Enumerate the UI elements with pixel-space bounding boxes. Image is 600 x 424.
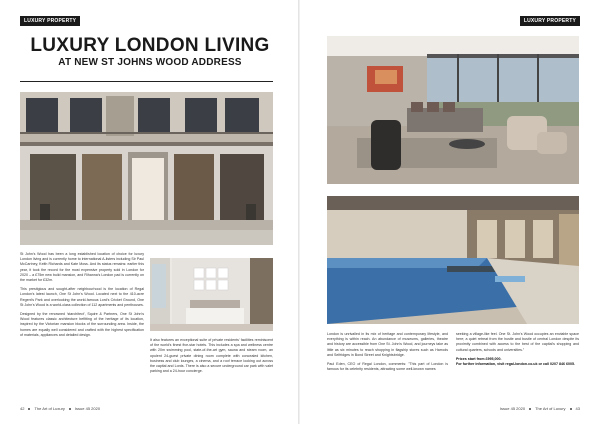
- issue-label: Issue 45 2020: [74, 406, 101, 411]
- page-footer: [20, 406, 100, 411]
- bullet-icon: [28, 408, 30, 410]
- article-paragraph: It also features an exceptional suite of private residents' facilities reminiscent of the world's finest five-star hotels. This includes a spa and wellness centre with 20m swimming pool, state-of-the-art gym, sauna and steam room, an opulent 24-guest private dining room complete with concealed kitchen, business and club lounges, a cinema, and a roof terrace looking out across the capital and Lords. There is also a secure underground car park with valet parking and a 24-hour concierge.: [150, 338, 273, 374]
- article-paragraph: seeking a village-like feel. One St. John's Wood occupies an enviable space here; a quiet retreat from the hustle and bustle of central London despite its proximity combined with access to the best of the capital's shopping and cultural quarters, schools and universities.": [456, 332, 579, 352]
- headline-divider: [20, 81, 273, 82]
- page-number: 42: [20, 406, 25, 411]
- magazine-name: The Art of Luxury: [34, 406, 65, 411]
- article-body-col1: [20, 252, 144, 342]
- magazine-name: The Art of Luxury: [535, 406, 566, 411]
- page-subtitle: AT NEW ST JOHNS WOOD ADDRESS: [58, 57, 242, 68]
- price-info: Prices start from £995,000.: [456, 356, 502, 361]
- article-body-col4: [456, 332, 579, 367]
- headline-block: [20, 36, 280, 69]
- section-tag: LUXURY PROPERTY: [520, 16, 580, 26]
- article-body-col3: [327, 332, 448, 376]
- contact-info: For further information, visit regal-london.co.uk or call 0207 846 6005.: [456, 362, 576, 367]
- section-tag: LUXURY PROPERTY: [20, 16, 80, 26]
- swimming-pool-photo: [327, 196, 579, 324]
- page-number: 43: [575, 406, 580, 411]
- issue-label: Issue 45 2020: [499, 406, 526, 411]
- article-paragraph: St John's Wood has been a long established location of choice for luxury London living and is currently home to international A-listers including Sir Paul McCartney, Keith Richards and Kate Moss. And its status remains: earlier this year, it took the record for the most expensive property sold in London for 2020 – a £75m new build mansion, and Rihanna's London pad is currently on the market for £32m.: [20, 252, 144, 283]
- page-title: LUXURY LONDON LIVING: [30, 35, 270, 56]
- bullet-icon: [69, 408, 71, 410]
- article-body-col2: [150, 338, 273, 378]
- living-room-photo: [327, 36, 579, 184]
- bullet-icon: [529, 408, 531, 410]
- building-exterior-photo: [20, 92, 273, 245]
- article-paragraph: Paul Eden, CEO of Regal London, comments: "This part of London is famous for its celebrity residents, attracting some well-known names: [327, 362, 448, 372]
- right-page: [300, 0, 600, 424]
- article-paragraph: Designed by the renowned 'starchitect', Squire & Partners, One St John's Wood features classic architecture befitting of the heritage of its location, inspired by the Victorian mansion blocks of the surrounding area. Inside, the homes are equally well considered and crafted with the highest specification of materials, appliances and detailed design.: [20, 312, 144, 337]
- article-paragraph: This prestigious and sought-after neighbourhood is the location of Regal London's latest launch, One St John's Wood. Located next to the 410-acre Regent's Park and overlooking the world-famous Lord's Cricket Ground, One St John's Wood is a world-class collection of 112 apartments and penthouses.: [20, 287, 144, 307]
- bullet-icon: [570, 408, 572, 410]
- page-footer: [500, 406, 580, 411]
- bedroom-photo: [150, 258, 273, 331]
- article-paragraph: London is unrivalled in its mix of heritage and contemporary lifestyle, and everything is within reach. An abundance of museums, galleries, theatre and history are accessible from One St. John's Wood, and journeys take as little as six minutes to reach shopping in flagship stores such as Harrods and Selfridges in Bond Street and Knightsbridge.: [327, 332, 448, 357]
